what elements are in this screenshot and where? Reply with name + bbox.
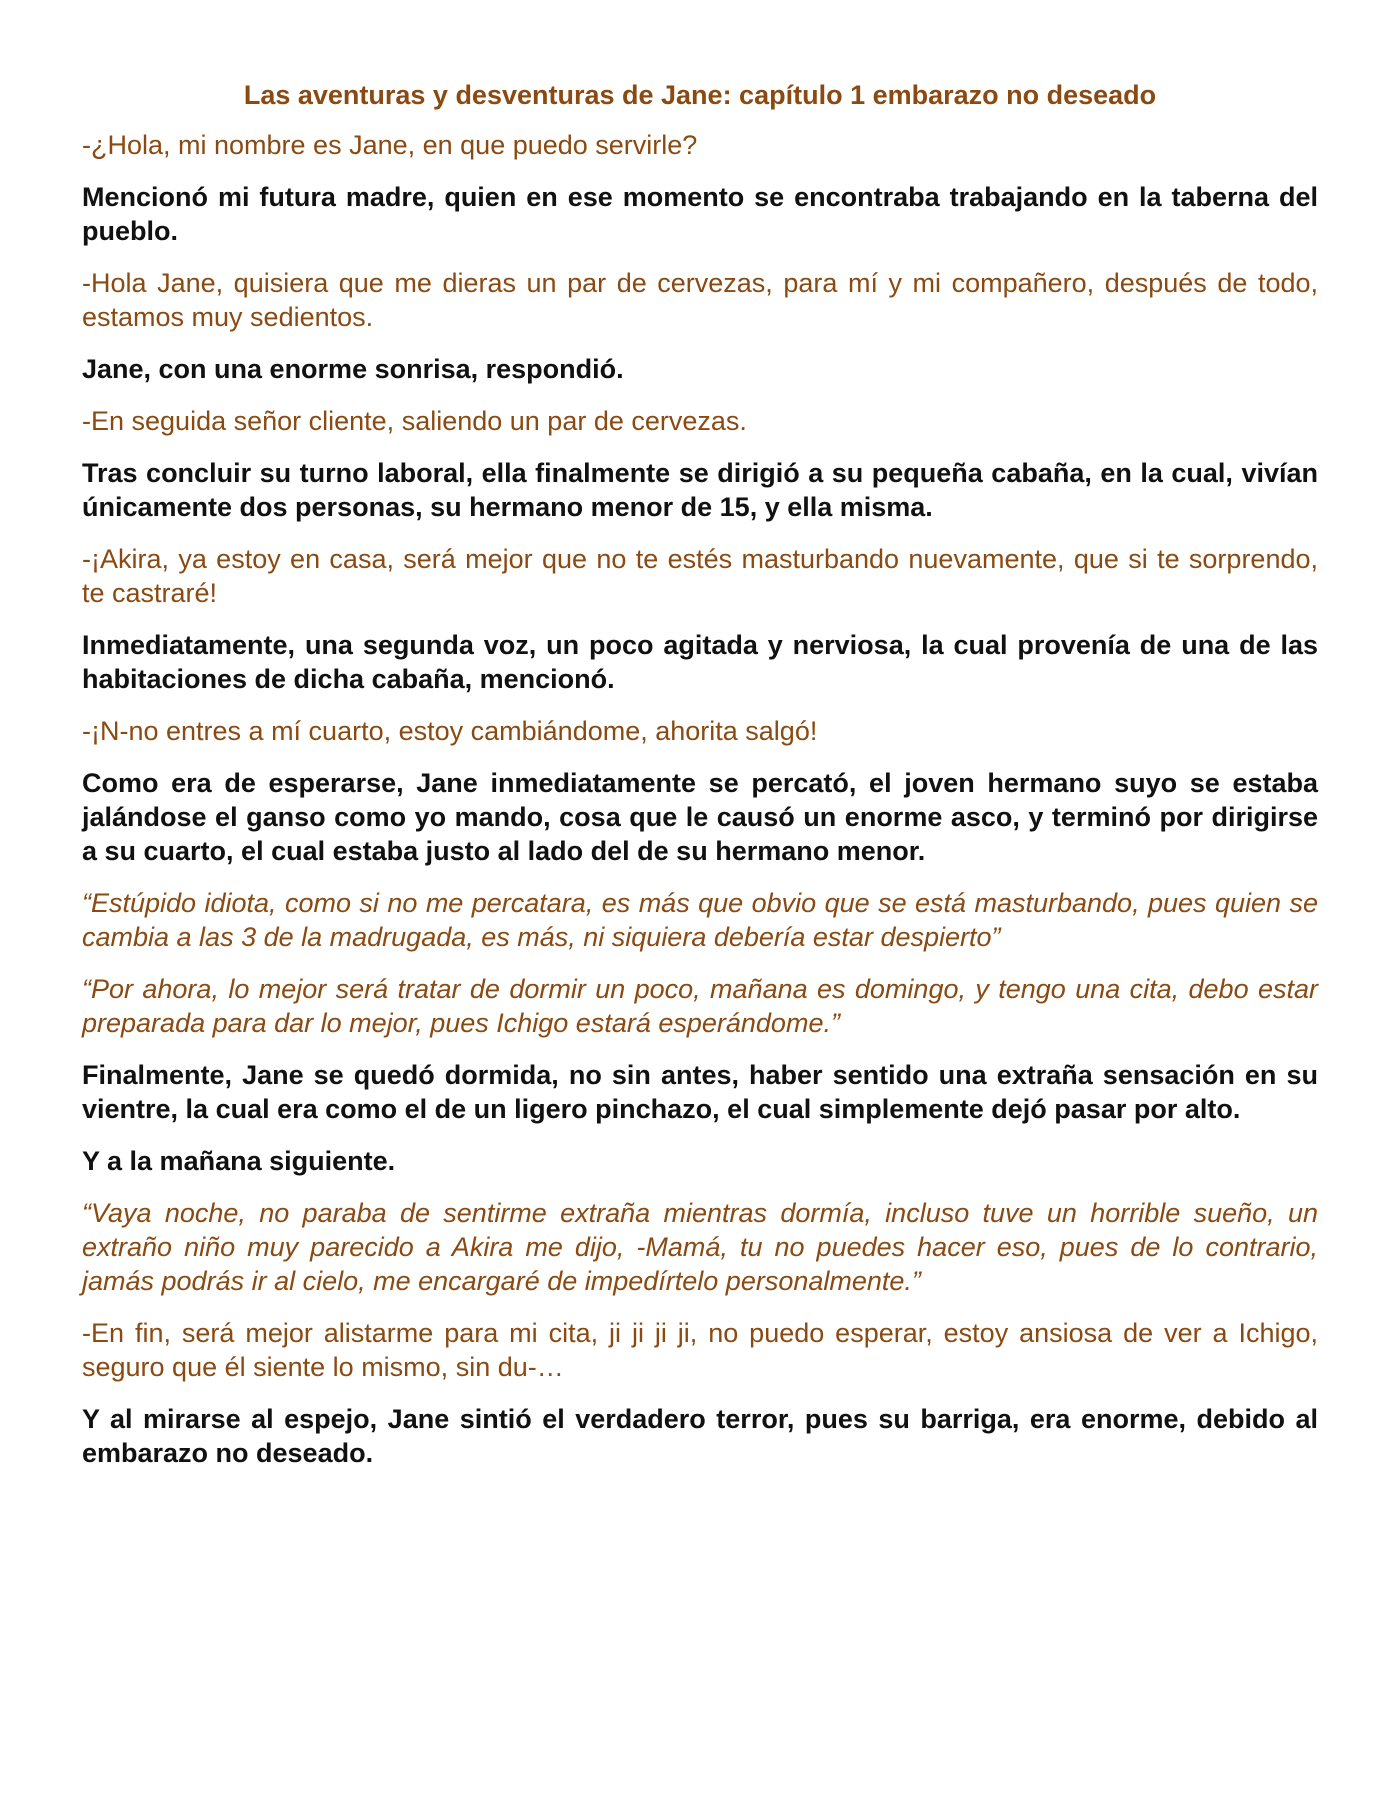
dialogue-paragraph: -¿Hola, mi nombre es Jane, en que puedo servirle? bbox=[82, 130, 698, 160]
narration-paragraph: Finalmente, Jane se quedó dormida, no sin antes, haber sentido una extraña sensación en su vientre, la cual era como el de un ligero pinchazo, el cual simplemente dejó pasar por alto. bbox=[82, 1060, 1318, 1124]
dialogue-paragraph: -¡N-no entres a mí cuarto, estoy cambiándome, ahorita salgó! bbox=[82, 716, 818, 746]
document-title: Las aventuras y desventuras de Jane: capítulo 1 embarazo no deseado bbox=[243, 80, 1157, 110]
document-page bbox=[82, 78, 1318, 1488]
narration-paragraph: Tras concluir su turno laboral, ella finalmente se dirigió a su pequeña cabaña, en la cual, vivían únicamente dos personas, su hermano menor de 15, y ella misma. bbox=[82, 458, 1318, 522]
thought-paragraph: “Vaya noche, no paraba de sentirme extraña mientras dormía, incluso tuve un horrible sueño, un extraño niño muy parecido a Akira me dijo, -Mamá, tu no puedes hacer eso, pues de lo contrario, jamás podrás ir al cielo, me encargaré de impedírtelo personalmente.” bbox=[82, 1198, 1318, 1296]
narration-paragraph: Mencionó mi futura madre, quien en ese momento se encontraba trabajando en la taberna del pueblo. bbox=[82, 182, 1318, 246]
narration-paragraph: Jane, con una enorme sonrisa, respondió. bbox=[82, 354, 624, 384]
narration-paragraph: Y al mirarse al espejo, Jane sintió el verdadero terror, pues su barriga, era enorme, debido al embarazo no deseado. bbox=[82, 1404, 1318, 1468]
narration-paragraph: Inmediatamente, una segunda voz, un poco agitada y nerviosa, la cual provenía de una de las habitaciones de dicha cabaña, mencionó. bbox=[82, 630, 1318, 694]
thought-paragraph: “Por ahora, lo mejor será tratar de dormir un poco, mañana es domingo, y tengo una cita, debo estar preparada para dar lo mejor, pues Ichigo estará esperándome.” bbox=[82, 974, 1318, 1038]
narration-paragraph: Y a la mañana siguiente. bbox=[82, 1146, 396, 1176]
narration-paragraph: Como era de esperarse, Jane inmediatamente se percató, el joven hermano suyo se estaba jalándose el ganso como yo mando, cosa que le causó un enorme asco, y terminó por dirigirse a su cuarto, el cual estaba justo al lado del de su hermano menor. bbox=[82, 768, 1318, 866]
dialogue-paragraph: -¡Akira, ya estoy en casa, será mejor que no te estés masturbando nuevamente, que si te sorprendo, te castraré! bbox=[82, 544, 1318, 608]
dialogue-paragraph: -Hola Jane, quisiera que me dieras un par de cervezas, para mí y mi compañero, después de todo, estamos muy sedientos. bbox=[82, 268, 1318, 332]
dialogue-paragraph: -En seguida señor cliente, saliendo un par de cervezas. bbox=[82, 406, 747, 436]
dialogue-paragraph: -En fin, será mejor alistarme para mi cita, ji ji ji ji, no puedo esperar, estoy ansiosa de ver a Ichigo, seguro que él siente lo mismo, sin du-… bbox=[82, 1318, 1318, 1382]
thought-paragraph: “Estúpido idiota, como si no me percatara, es más que obvio que se está masturbando, pues quien se cambia a las 3 de la madrugada, es más, ni siquiera debería estar despierto” bbox=[82, 888, 1318, 952]
